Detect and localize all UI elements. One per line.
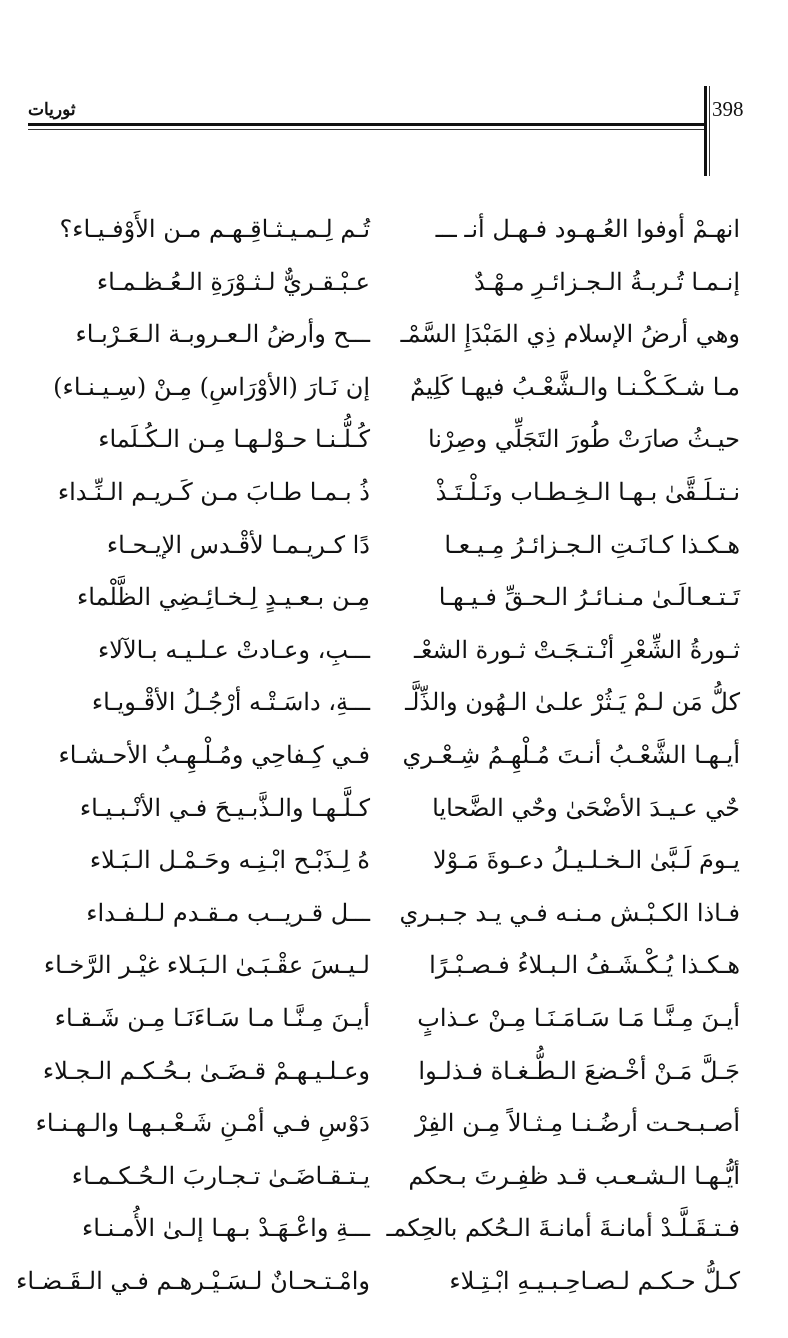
verse-line: دَوْسِ فـي أمْـنِ شَـعْـبـهـا والـهـنـاء bbox=[35, 1109, 370, 1138]
verse-line: حٌي عـيـدَ الأضْحَىٰ وحٌي الضَّحايا bbox=[432, 793, 740, 822]
verse-line: أيـنَ مِـنَّـا مـا سَـاءَنَـا مِـن شَـقـاء bbox=[54, 1003, 370, 1032]
verse-line: وهي أرضُ الإسلام ذِي المَبْدَإِ السَّمْـ bbox=[400, 320, 740, 349]
verse-line: أيـنَ مِـنَّـا مَـا سَـامَـنَـا مِـنْ عـذابٍ bbox=[417, 1003, 740, 1032]
verse-line: إن نَـارَ (الأوْرَاسِ) مِـنْ (سِـيـنـاء) bbox=[53, 372, 370, 401]
running-header-title: ثوريات bbox=[28, 100, 76, 120]
verse-line: تَـتـعـالَـىٰ مـنـائـرُ الـحـقِّ فـيـهـا bbox=[438, 583, 740, 612]
poem-column-right bbox=[386, 203, 740, 1307]
verse-line: هـكـذا يُـكْـشَـفُ الـبـلاءُ فـصـبْـرًا bbox=[429, 951, 740, 980]
verse-line: ـــبِ، وعـادتْ عـلـيـه بـالآلاء bbox=[98, 635, 370, 664]
verse-line: وامْـتـحـانٌ لـسَـيْـرهـم فـي الـقَـضـاء bbox=[16, 1266, 370, 1295]
header-rule-thin bbox=[28, 129, 704, 130]
verse-line: ـــةِ، داسَـتْـه أرْجُـلُ الأقْـويـاء bbox=[91, 688, 370, 717]
verse-line: كُـلُّـنـا حـوْلـهـا مِـن الـكُـلَماء bbox=[98, 425, 370, 454]
page-number-divider bbox=[704, 86, 707, 176]
verse-line: أيُّـهـا الـشـعـب قـد ظفِـرتَ بـحكم bbox=[408, 1161, 740, 1190]
verse-line: ـــح وأرضُ الـعـروبـة الـعَـرْبـاء bbox=[75, 320, 370, 349]
verse-line: نـتـلَـقَّىٰ بـهـا الـخِـطـاب ونَـلْـتَـذْ bbox=[435, 477, 740, 506]
poem-column-left bbox=[16, 203, 370, 1307]
verse-line: ذُ بـمـا طـابَ مـن كَـريـم الـنِّـداء bbox=[57, 477, 370, 506]
verse-line: لـيـسَ عقْـبَـىٰ الـبَـلاء غيْـر الرَّخـاء bbox=[43, 951, 370, 980]
verse-line: انهـمْ أوفوا العُـهـود فـهـل أنـ ـــ bbox=[435, 215, 740, 243]
verse-line: ثـورةُ الشِّعْرِ أنْـتـجَـتْ ثـورة الشعْـ bbox=[413, 635, 740, 664]
verse-line: إنـمـا تُـربـةُ الـجـزائـرِ مـهْـدٌ bbox=[474, 267, 740, 296]
verse-line: ـــل قـريــب مـقـدم لـلـفـداء bbox=[86, 898, 370, 927]
verse-line: مـا شـكَـكْـنـا والـشَّعْـبُ فيهـا كَلِيمٌ bbox=[410, 372, 740, 401]
page-number: 398 bbox=[712, 97, 744, 121]
verse-line: فـتـقَـلَّـدْ أمانـةَ أمانـةَ الـحُكم بالحِكمـ bbox=[386, 1214, 740, 1243]
header-rule-thick bbox=[28, 123, 704, 126]
verse-line: هـكـذا كـانَـتِ الـجـزائـرُ مِـيـعـا bbox=[444, 530, 740, 559]
verse-line: حيـثُ صارَتْ طُورَ التَجَلِّي وصِرْنا bbox=[427, 425, 740, 454]
page-number-divider-thin bbox=[709, 86, 710, 176]
verse-line: عـبْـقـريٌّ لـثـوْرَةِ الـعُـظـمـاء bbox=[96, 267, 370, 296]
verse-line: وعـلـيـهـمْ قـضَـىٰ بـحُـكـم الـجـلاء bbox=[42, 1056, 370, 1085]
verse-line: ـــةِ واعْـهَـدْ بـهـا إلـىٰ الأُمـنـاء bbox=[81, 1214, 370, 1243]
verse-line: جَـلَّ مَـنْ أخْـضعَ الـطُّـغـاة فـذلـوا bbox=[418, 1056, 740, 1085]
verse-line: كـلُّ حـكـم لـصـاحِـبـيـهِ ابْـتِـلاء bbox=[449, 1266, 740, 1295]
verse-line: أيـهـا الشَّعْـبُ أنـتَ مُـلْهِـمُ شِـعْـري bbox=[402, 740, 740, 769]
verse-line: دًا كـريـمـا لأقْـدس الإيـحـاء bbox=[106, 530, 370, 559]
verse-line: تُـم لِـمـيـثـاقِـهـم مـن الأَوْفـيـاء؟ bbox=[59, 215, 370, 243]
verse-line: يـومَ لَـبَّىٰ الـخـلـيـلُ دعـوةَ مَـوْلا bbox=[432, 846, 740, 875]
verse-line: هُ لِـذَبْـح ابْـنِـه وحَـمْـل الـبَـلاء bbox=[89, 846, 370, 875]
verse-line: فـي كِـفاحِي ومُـلْـهِـبُ الأحـشـاء bbox=[58, 740, 370, 769]
verse-line: مِـن بـعـيـدٍ لِـخـائِـضِي الظَّلْماء bbox=[76, 583, 370, 612]
verse-line: كـلَّـهـا والـذَّبـيـحَ فـي الأنْـبـيـاء bbox=[79, 793, 370, 822]
verse-line: يـتـقـاضَـىٰ تـجـاربَ الـحُـكـمـاء bbox=[71, 1161, 370, 1190]
verse-line: أصـبـحـت أرضُـنـا مِـثـالاً مِـن الفِرْ bbox=[415, 1109, 740, 1138]
verse-line: فـاذا الكـبْـش مـنـه فـي يـد جـبـري bbox=[399, 898, 740, 927]
verse-line: كلُّ مَن لـمْ يَـثُرْ علـىٰ الـهُون والذِّلَّـ bbox=[405, 688, 740, 717]
